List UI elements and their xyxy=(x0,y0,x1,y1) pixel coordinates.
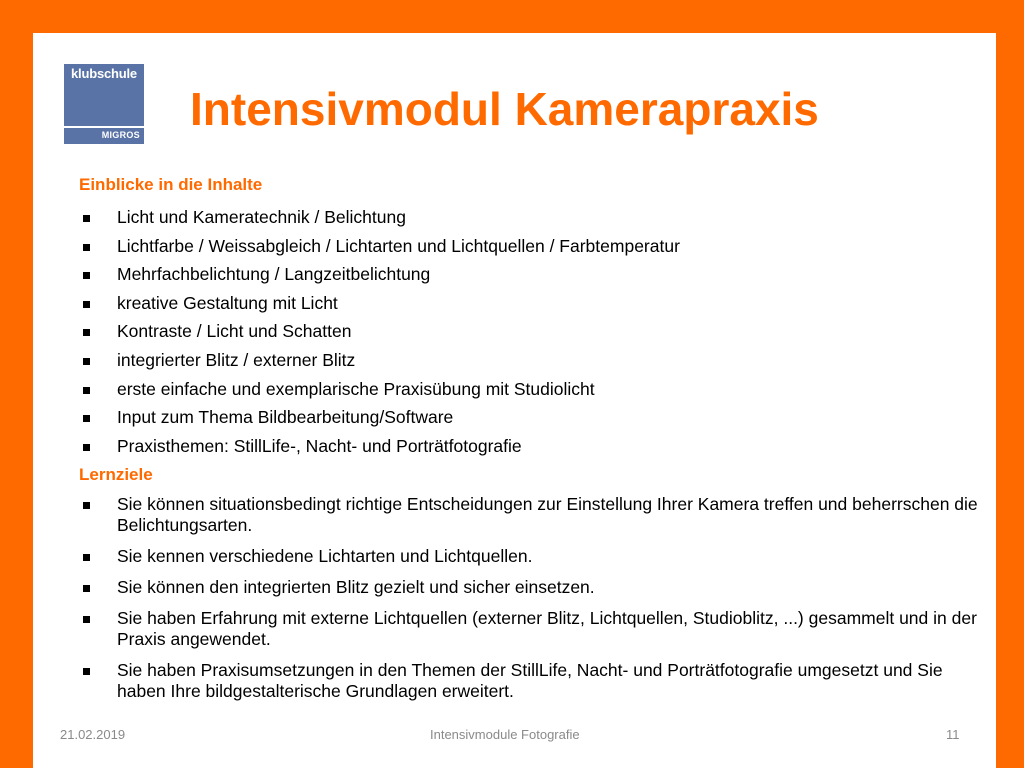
list-item-text: Kontraste / Licht und Schatten xyxy=(117,321,352,342)
list-item-text: erste einfache und exemplarische Praxisübung mit Studiolicht xyxy=(117,378,595,399)
section-heading-lernziele: Lernziele xyxy=(79,465,153,484)
footer-page-number: 11 xyxy=(946,727,960,742)
bullet-square-icon xyxy=(83,301,90,308)
logo-top-text: klubschule xyxy=(71,66,137,81)
bullet-square-icon xyxy=(83,415,90,422)
bullet-square-icon xyxy=(83,272,90,279)
bullet-square-icon xyxy=(83,358,90,365)
list-item xyxy=(79,293,680,322)
footer-date: 21.02.2019 xyxy=(60,727,126,742)
bullet-square-icon xyxy=(83,502,90,509)
bullet-square-icon xyxy=(83,554,90,561)
bullet-square-icon xyxy=(83,244,90,251)
list-item-text: kreative Gestaltung mit Licht xyxy=(117,292,338,313)
lernziele-list xyxy=(79,494,987,712)
list-item xyxy=(79,546,987,567)
logo-divider xyxy=(64,126,144,128)
bullet-square-icon xyxy=(83,387,90,394)
footer-title: Intensivmodule Fotografie xyxy=(430,727,580,742)
list-item xyxy=(79,321,680,350)
inhalte-list xyxy=(79,207,680,464)
list-item xyxy=(79,207,680,236)
list-item-text: Lichtfarbe / Weissabgleich / Lichtarten und Lichtquellen / Farbtemperatur xyxy=(117,235,680,256)
list-item-text: Sie können situationsbedingt richtige Entscheidungen zur Einstellung Ihrer Kamera treffen und beherrschen die Belichtungsarten. xyxy=(117,494,978,535)
list-item xyxy=(79,379,680,408)
bullet-square-icon xyxy=(83,585,90,592)
list-item-text: Praxisthemen: StillLife-, Nacht- und Porträtfotografie xyxy=(117,435,522,456)
list-item-text: Licht und Kameratechnik / Belichtung xyxy=(117,207,406,227)
list-item xyxy=(79,407,680,436)
list-item xyxy=(79,264,680,293)
bullet-square-icon xyxy=(83,668,90,675)
list-item-text: Mehrfachbelichtung / Langzeitbelichtung xyxy=(117,264,431,285)
list-item-text: Input zum Thema Bildbearbeitung/Software xyxy=(117,407,454,428)
list-item xyxy=(79,577,987,598)
list-item-text: Sie haben Praxisumsetzungen in den Themen der StillLife, Nacht- und Porträtfotografie umgesetzt und Sie haben Ihre bildgestalterische Grundlagen erweitert. xyxy=(117,660,943,701)
bullet-square-icon xyxy=(83,215,90,222)
list-item-text: Sie haben Erfahrung mit externe Lichtquellen (externer Blitz, Lichtquellen, Studioblitz, ...) gesammelt und in der Praxis angewendet. xyxy=(117,608,977,649)
list-item-text: Sie können den integrierten Blitz gezielt und sicher einsetzen. xyxy=(117,577,595,597)
list-item-text: integrierter Blitz / externer Blitz xyxy=(117,349,356,370)
section-heading-inhalte: Einblicke in die Inhalte xyxy=(79,175,263,194)
list-item-text: Sie kennen verschiedene Lichtarten und Lichtquellen. xyxy=(117,546,533,566)
slide-title: Intensivmodul Kamerapraxis xyxy=(190,83,819,135)
list-item xyxy=(79,608,987,650)
bullet-square-icon xyxy=(83,329,90,336)
list-item xyxy=(79,660,987,702)
list-item xyxy=(79,236,680,265)
logo-bottom-text: MIGROS xyxy=(101,130,140,140)
klubschule-migros-logo xyxy=(64,64,144,144)
list-item xyxy=(79,350,680,379)
bullet-square-icon xyxy=(83,444,90,451)
list-item xyxy=(79,436,680,465)
list-item xyxy=(79,494,987,536)
bullet-square-icon xyxy=(83,616,90,623)
